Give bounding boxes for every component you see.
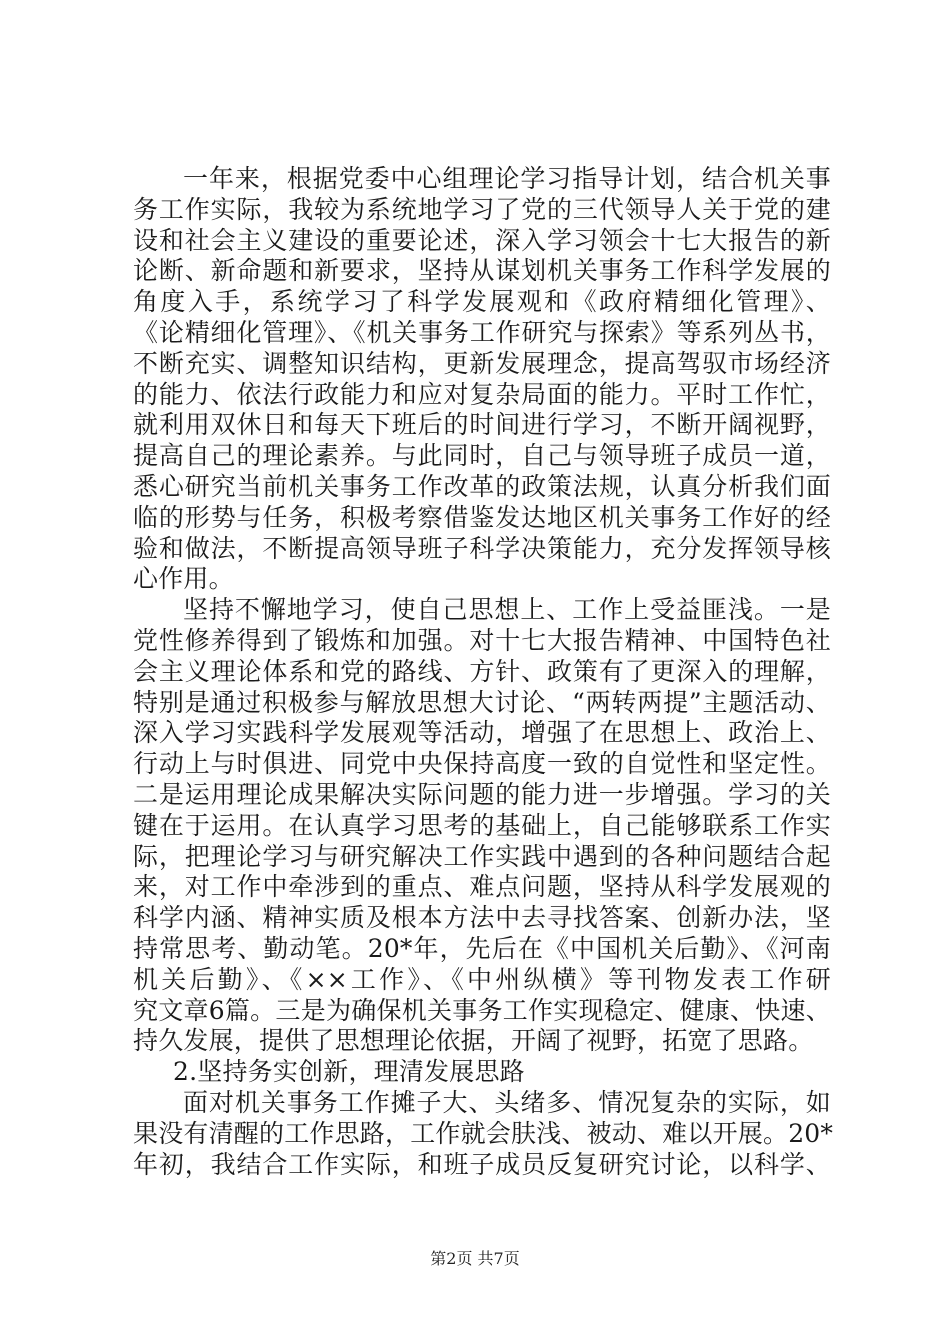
text-line: 的能力、依法行政能力和应对复杂局面的能力。平时工作忙，	[133, 379, 831, 409]
text-line: 一年来，根据党委中心组理论学习指导计划，结合机关事	[183, 164, 831, 193]
text-line: 心作用。	[133, 564, 234, 594]
text-line: 务工作实际，我较为系统地学习了党的三代领导人关于党的建	[133, 194, 831, 224]
text-line: 行动上与时俱进、同党中央保持高度一致的自觉性和坚定性。	[133, 749, 831, 779]
text-line: 角度入手，系统学习了科学发展观和《政府精细化管理》、	[133, 287, 831, 317]
text-line: 论断、新命题和新要求，坚持从谋划机关事务工作科学发展的	[133, 256, 831, 286]
text-line: 来，对工作中牵涉到的重点、难点问题，坚持从科学发展观的	[133, 872, 831, 902]
text-line: 科学内涵、精神实质及根本方法中去寻找答案、创新办法，坚	[133, 903, 831, 933]
text-line: 二是运用理论成果解决实际问题的能力进一步增强。学习的关	[133, 779, 831, 809]
text-line: 《论精细化管理》、《机关事务工作研究与探索》等系列丛书，	[133, 317, 831, 347]
text-line: 持常思考、勤动笔。20*年，先后在《中国机关后勤》、《河南	[133, 933, 831, 963]
text-line: 不断充实、调整知识结构，更新发展理念，提高驾驭市场经济	[133, 348, 831, 378]
text-line: 键在于运用。在认真学习思考的基础上，自己能够联系工作实	[133, 810, 831, 840]
section-heading: 2.坚持务实创新，理清发展思路	[173, 1057, 525, 1087]
text-line: 究文章6篇。三是为确保机关事务工作实现稳定、健康、快速、	[133, 995, 831, 1025]
text-line: 机关后勤》、《××工作》、《中州纵横》等刊物发表工作研	[133, 964, 831, 994]
text-line: 验和做法，不断提高领导班子科学决策能力，充分发挥领导核	[133, 533, 831, 563]
document-body	[133, 164, 834, 1180]
text-line: 设和社会主义建设的重要论述，深入学习领会十七大报告的新	[133, 225, 831, 255]
text-line: 持久发展，提供了思想理论依据，开阔了视野，拓宽了思路。	[133, 1026, 814, 1056]
text-line: 临的形势与任务，积极考察借鉴发达地区机关事务工作好的经	[133, 502, 831, 532]
text-line: 特别是通过积极参与解放思想大讨论、“两转两提”主题活动、	[133, 687, 831, 717]
text-line: 会主义理论体系和党的路线、方针、政策有了更深入的理解，	[133, 656, 831, 686]
text-line: 深入学习实践科学发展观等活动，增强了在思想上、政治上、	[133, 718, 831, 748]
text-line: 年初，我结合工作实际，和班子成员反复研究讨论，以科学、	[133, 1149, 831, 1179]
page-number-footer: 第2页 共7页	[430, 1249, 520, 1268]
text-line: 就利用双休日和每天下班后的时间进行学习，不断开阔视野，	[133, 410, 831, 440]
text-line: 坚持不懈地学习，使自己思想上、工作上受益匪浅。一是	[183, 595, 831, 625]
text-line: 际，把理论学习与研究解决工作实践中遇到的各种问题结合起	[133, 841, 831, 871]
text-line: 党性修养得到了锻炼和加强。对十七大报告精神、中国特色社	[133, 625, 831, 655]
text-line: 提高自己的理论素养。与此同时，自己与领导班子成员一道，	[133, 441, 831, 471]
text-line: 果没有清醒的工作思路，工作就会肤浅、被动、难以开展。20*	[133, 1118, 834, 1148]
text-line: 面对机关事务工作摊子大、头绪多、情况复杂的实际，如	[183, 1087, 831, 1117]
text-line: 悉心研究当前机关事务工作改革的政策法规，认真分析我们面	[133, 471, 831, 501]
